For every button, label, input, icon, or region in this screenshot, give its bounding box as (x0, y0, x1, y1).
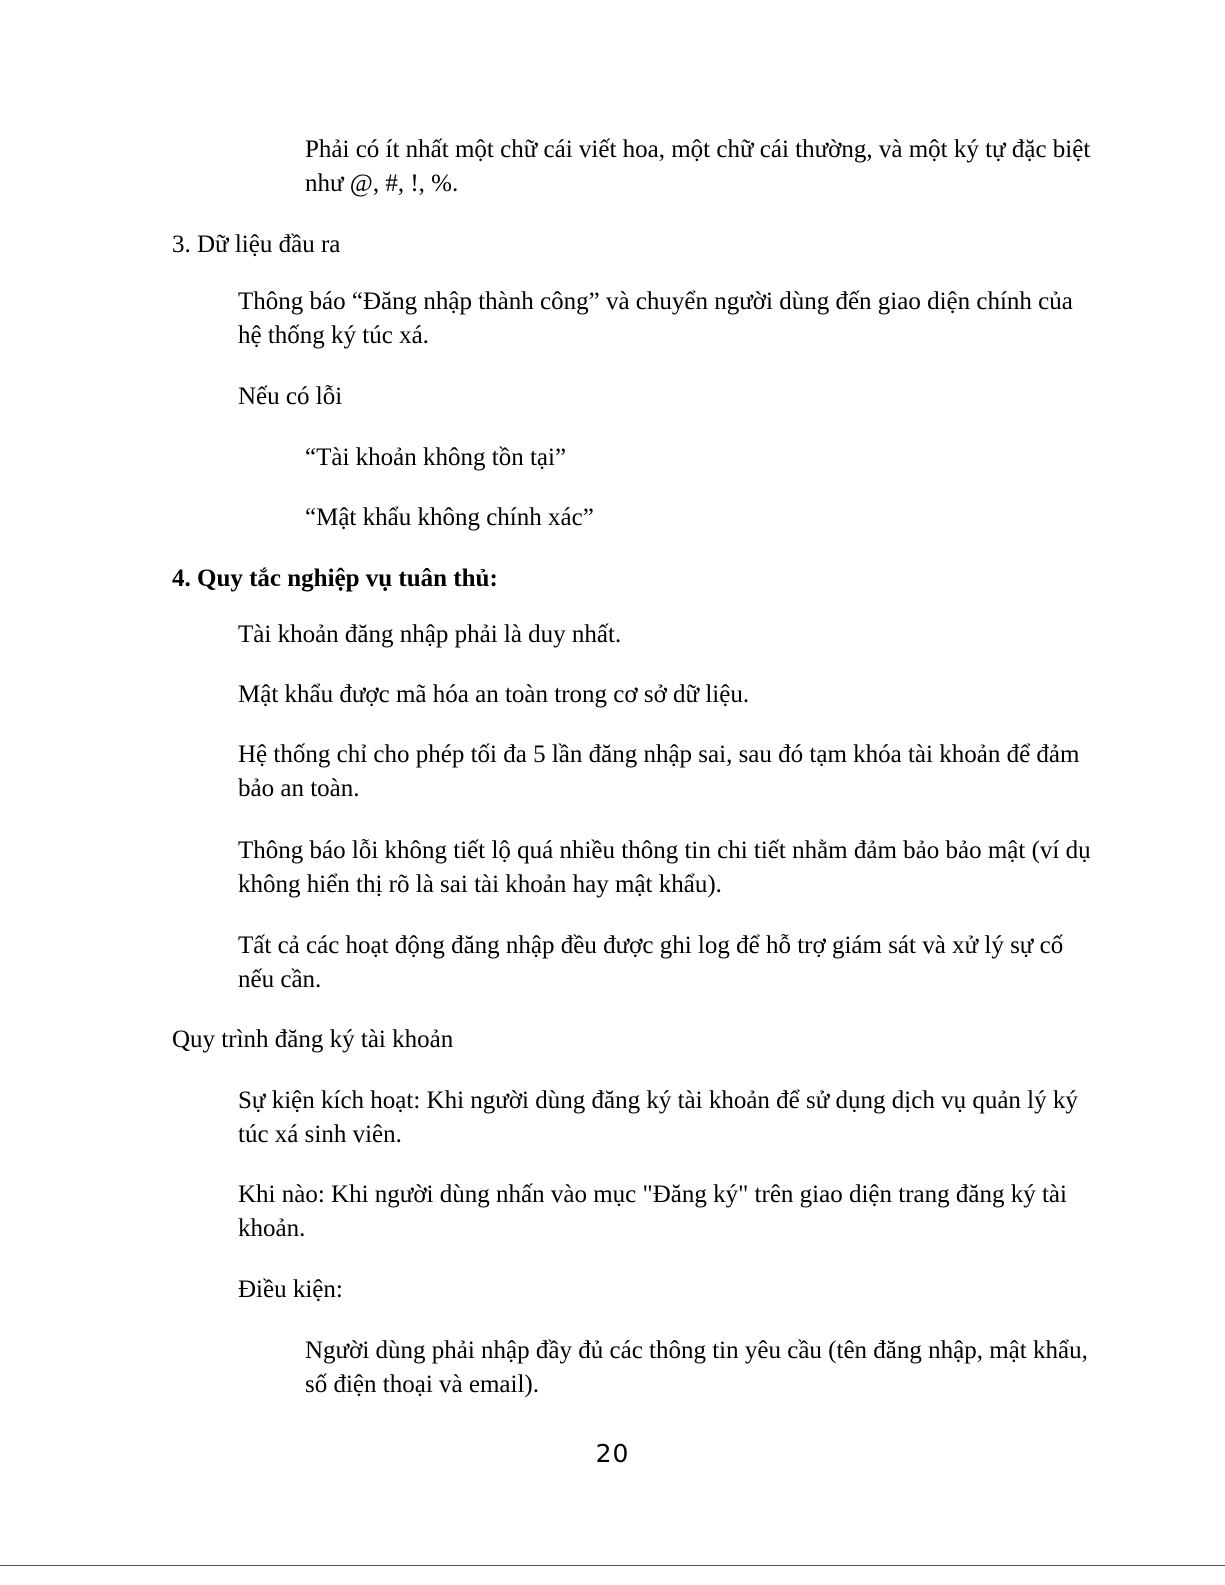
registration-trigger-event: Sự kiện kích hoạt: Khi người dùng đăng ký tài khoản để sử dụng dịch vụ quản lý ký túc xá sinh viên. (238, 1087, 1078, 1148)
section-heading-business-rules: 4. Quy tắc nghiệp vụ tuân thủ: (172, 565, 498, 592)
section-heading-registration: Quy trình đăng ký tài khoản (172, 1026, 454, 1053)
error-message-account-not-exist: “Tài khoản không tồn tại” (305, 444, 567, 471)
registration-when: Khi nào: Khi người dùng nhấn vào mục "Đăng ký" trên giao diện trang đăng ký tài khoản. (238, 1181, 1067, 1242)
section-heading-output-data: 3. Dữ liệu đầu ra (172, 231, 341, 258)
business-rule-logging: Tất cả các hoạt động đăng nhập đều được ghi log để hỗ trợ giám sát và xử lý sự cố nếu cần. (238, 932, 1064, 993)
business-rule-error-disclosure: Thông báo lỗi không tiết lộ quá nhiều thông tin chi tiết nhằm đảm bảo bảo mật (ví dụ không hiển thị rõ là sai tài khoản hay mật khẩu). (238, 837, 1091, 898)
page-number: 20 (595, 1439, 630, 1468)
output-success-message: Thông báo “Đăng nhập thành công” và chuyển người dùng đến giao diện chính của hệ thống ký túc xá. (238, 288, 1073, 349)
registration-condition-required-fields: Người dùng phải nhập đầy đủ các thông tin yêu cầu (tên đăng nhập, mật khẩu, số điện thoại và email). (305, 1337, 1088, 1398)
business-rule-unique-account: Tài khoản đăng nhập phải là duy nhất. (238, 621, 622, 648)
registration-conditions-label: Điều kiện: (238, 1276, 343, 1303)
bottom-divider (0, 1565, 1225, 1566)
error-message-wrong-password: “Mật khẩu không chính xác” (305, 504, 594, 531)
business-rule-login-attempts: Hệ thống chỉ cho phép tối đa 5 lần đăng nhập sai, sau đó tạm khóa tài khoản để đảm bảo an toàn. (238, 741, 1080, 802)
business-rule-password-encryption: Mật khẩu được mã hóa an toàn trong cơ sở dữ liệu. (238, 681, 750, 708)
output-error-label: Nếu có lỗi (238, 383, 343, 410)
password-rule-continuation: Phải có ít nhất một chữ cái viết hoa, một chữ cái thường, và một ký tự đặc biệt như @, #, !, %. (305, 136, 1091, 197)
